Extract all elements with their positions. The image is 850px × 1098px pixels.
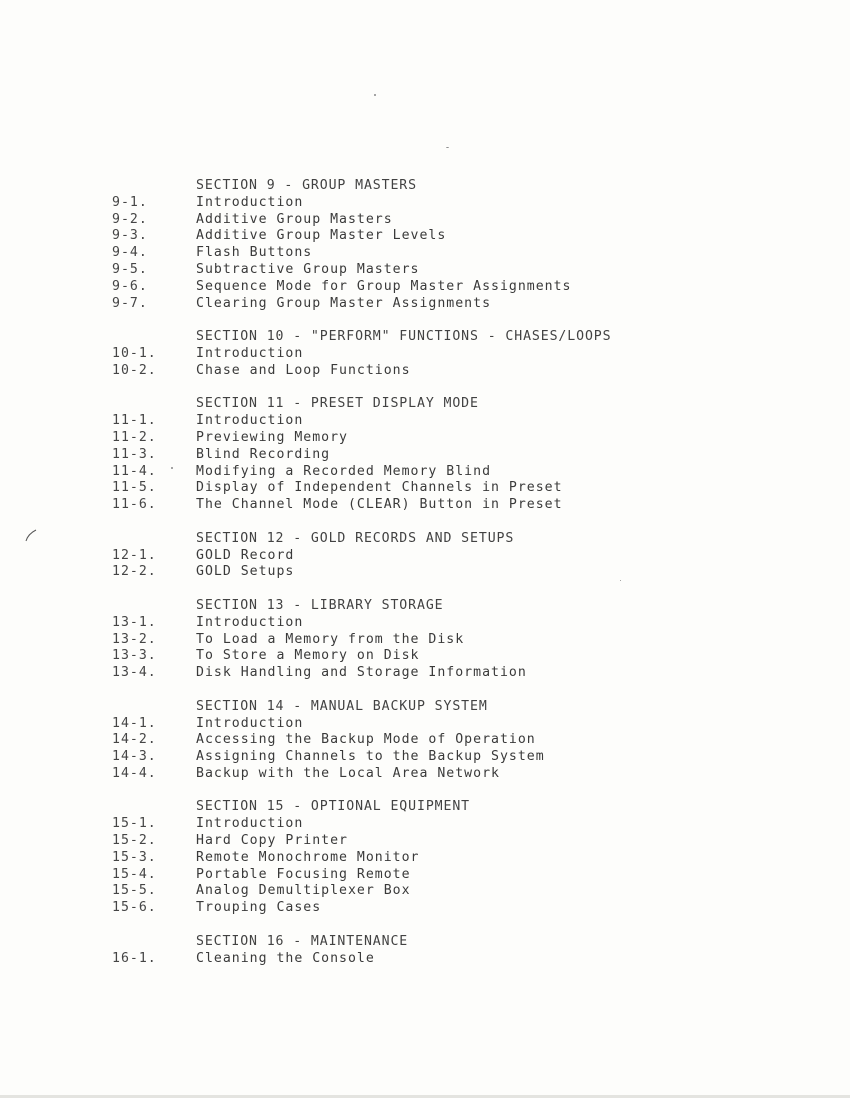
entry-number: 15-2. xyxy=(112,833,157,849)
entry-number: 13-2. xyxy=(112,631,157,647)
section-heading: SECTION 13 - LIBRARY STORAGE xyxy=(196,597,444,613)
toc-entry xyxy=(112,447,712,464)
entry-number: 11-1. xyxy=(112,413,157,429)
entry-title: Disk Handling and Storage Information xyxy=(196,665,527,681)
entry-title: Analog Demultiplexer Box xyxy=(196,883,411,899)
entry-number: 9-6. xyxy=(112,278,148,294)
entry-number: 14-2. xyxy=(112,732,157,748)
entry-title: Clearing Group Master Assignments xyxy=(196,295,492,311)
toc-section xyxy=(112,329,712,379)
entry-number: 15-1. xyxy=(112,816,157,832)
entry-number: 13-3. xyxy=(112,648,157,664)
entry-title: Chase and Loop Functions xyxy=(196,362,411,378)
toc-section xyxy=(112,934,712,968)
entry-number: 9-1. xyxy=(112,194,148,210)
entry-title: Backup with the Local Area Network xyxy=(196,765,500,781)
section-heading: SECTION 9 - GROUP MASTERS xyxy=(196,178,417,193)
entry-title: Sequence Mode for Group Master Assignments xyxy=(196,278,572,294)
entry-title: Hard Copy Printer xyxy=(196,833,348,849)
entry-number: 15-6. xyxy=(112,900,157,916)
toc-entry xyxy=(112,212,712,229)
entry-number: 15-3. xyxy=(112,849,157,865)
entry-number: 9-4. xyxy=(112,245,148,261)
toc-entry xyxy=(112,279,712,296)
entry-number: 15-5. xyxy=(112,883,157,899)
toc-entry xyxy=(112,464,712,481)
toc-section xyxy=(112,799,712,917)
toc-entry xyxy=(112,413,712,430)
entry-number: 14-4. xyxy=(112,765,157,781)
toc-entry xyxy=(112,245,712,262)
toc-section xyxy=(112,178,712,312)
entry-title: Remote Monochrome Monitor xyxy=(196,849,420,865)
toc-entry xyxy=(112,564,712,581)
toc-entry xyxy=(112,195,712,212)
toc-entry xyxy=(112,749,712,766)
entry-number: 14-1. xyxy=(112,715,157,731)
toc-entry xyxy=(112,867,712,884)
toc-entry xyxy=(112,480,712,497)
toc-entry xyxy=(112,548,712,565)
toc-entry xyxy=(112,766,712,783)
entry-title: Blind Recording xyxy=(196,446,331,462)
entry-title: To Load a Memory from the Disk xyxy=(196,631,465,647)
entry-number: 9-2. xyxy=(112,211,148,227)
toc-entry xyxy=(112,430,712,447)
toc-entry xyxy=(112,497,712,514)
toc-entry xyxy=(112,665,712,682)
toc-entry xyxy=(112,363,712,380)
toc-entry xyxy=(112,732,712,749)
entry-title: Assigning Channels to the Backup System xyxy=(196,749,545,765)
entry-title: Cleaning the Console xyxy=(196,950,375,966)
entry-number: 16-1. xyxy=(112,950,157,966)
paper-speck xyxy=(374,94,376,96)
entry-number: 12-1. xyxy=(112,547,157,563)
entry-title: To Store a Memory on Disk xyxy=(196,648,420,664)
entry-number: 10-2. xyxy=(112,362,157,378)
toc-entry xyxy=(112,648,712,665)
section-heading: SECTION 14 - MANUAL BACKUP SYSTEM xyxy=(196,698,488,714)
toc-entry xyxy=(112,716,712,733)
entry-number: 14-3. xyxy=(112,749,157,765)
entry-title: Introduction xyxy=(196,715,304,731)
entry-title: GOLD Setups xyxy=(196,564,295,580)
entry-title: Accessing the Backup Mode of Operation xyxy=(196,732,536,748)
entry-number: 11-4. xyxy=(112,463,157,479)
toc-entry xyxy=(112,632,712,649)
section-heading: SECTION 16 - MAINTENANCE xyxy=(196,933,409,949)
section-heading: SECTION 10 - "PERFORM" FUNCTIONS - CHASES/LOOPS xyxy=(196,329,612,345)
entry-title: Trouping Cases xyxy=(196,900,322,916)
entry-title: Introduction xyxy=(196,816,304,832)
entry-number: 9-5. xyxy=(112,261,148,277)
toc-entry xyxy=(112,850,712,867)
toc-entry xyxy=(112,296,712,313)
entry-number: 13-4. xyxy=(112,665,157,681)
entry-title: Additive Group Masters xyxy=(196,211,393,227)
toc-entry xyxy=(112,615,712,632)
entry-title: Display of Independent Channels in Preset xyxy=(196,480,563,496)
entry-title: Introduction xyxy=(196,345,304,361)
entry-title: Modifying a Recorded Memory Blind xyxy=(196,463,492,479)
entry-number: 9-7. xyxy=(112,295,148,311)
section-heading: SECTION 12 - GOLD RECORDS AND SETUPS xyxy=(196,530,515,546)
toc-entry xyxy=(112,833,712,850)
entry-title: The Channel Mode (CLEAR) Button in Preset xyxy=(196,497,563,513)
toc-entry xyxy=(112,346,712,363)
toc-entry xyxy=(112,816,712,833)
entry-number: 10-1. xyxy=(112,345,157,361)
toc-section xyxy=(112,598,712,682)
entry-number: 11-6. xyxy=(112,497,157,513)
entry-number: 9-3. xyxy=(112,228,148,244)
paper-speck xyxy=(446,147,449,148)
toc-entry xyxy=(112,262,712,279)
entry-title: Introduction xyxy=(196,413,304,429)
entry-title: Previewing Memory xyxy=(196,429,348,445)
entry-title: GOLD Record xyxy=(196,547,295,563)
pencil-mark xyxy=(24,528,38,542)
entry-number: 12-2. xyxy=(112,564,157,580)
entry-number: 11-3. xyxy=(112,446,157,462)
section-heading: SECTION 11 - PRESET DISPLAY MODE xyxy=(196,396,479,412)
entry-number: 11-5. xyxy=(112,480,157,496)
entry-title: Introduction xyxy=(196,614,304,630)
entry-title: Additive Group Master Levels xyxy=(196,228,447,244)
toc-entry xyxy=(112,951,712,968)
section-heading: SECTION 15 - OPTIONAL EQUIPMENT xyxy=(196,799,471,815)
table-of-contents xyxy=(112,178,712,984)
entry-title: Subtractive Group Masters xyxy=(196,261,420,277)
toc-entry xyxy=(112,900,712,917)
entry-number: 15-4. xyxy=(112,866,157,882)
toc-entry xyxy=(112,228,712,245)
entry-title: Flash Buttons xyxy=(196,245,313,261)
entry-number: 11-2. xyxy=(112,429,157,445)
entry-title: Portable Focusing Remote xyxy=(196,866,411,882)
toc-section xyxy=(112,396,712,514)
toc-section xyxy=(112,531,712,581)
toc-entry xyxy=(112,883,712,900)
entry-number: 13-1. xyxy=(112,614,157,630)
toc-section xyxy=(112,699,712,783)
entry-title: Introduction xyxy=(196,194,304,210)
